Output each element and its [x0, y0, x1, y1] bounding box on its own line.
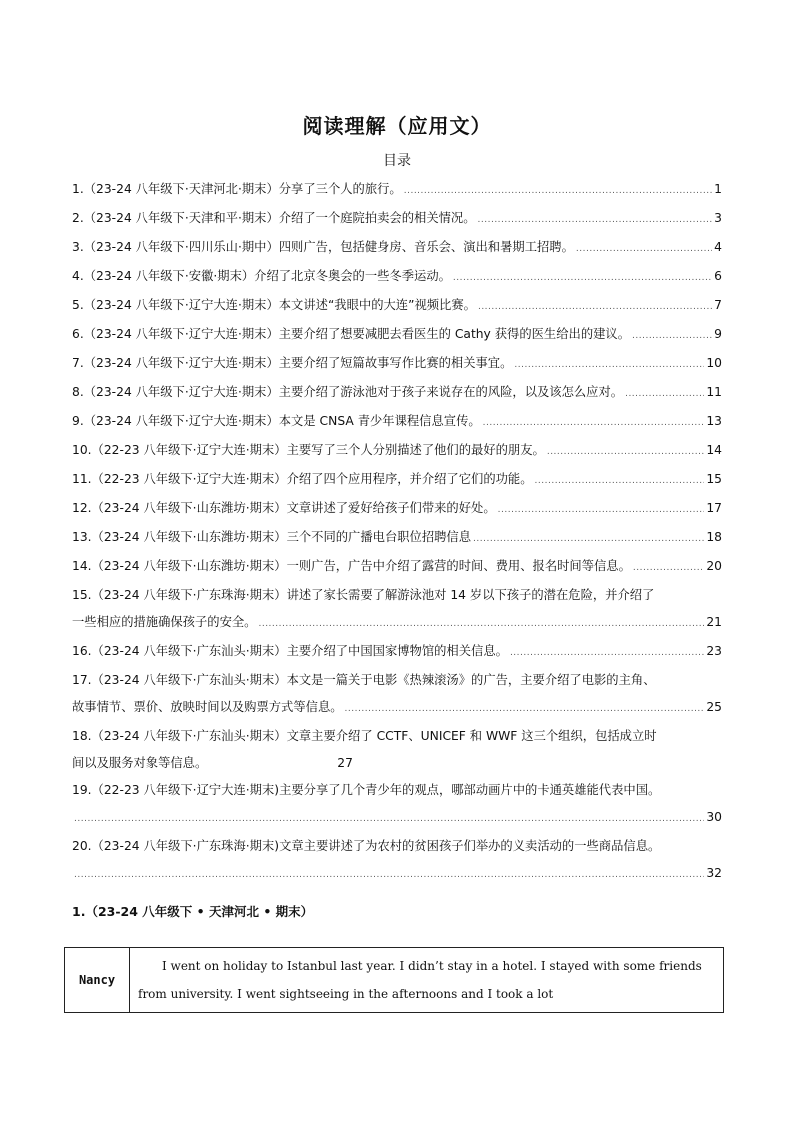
toc-page-number: 4: [714, 240, 722, 254]
dot-leader: [258, 611, 704, 638]
toc-entry-text: 10.（22-23 八年级下·辽宁大连·期末）主要写了三个人分别描述了他们的最好的朋友。: [72, 443, 545, 457]
toc-entry-text: 9.（23-24 八年级下·辽宁大连·期末）本文是 CNSA 青少年课程信息宣传。: [72, 414, 481, 428]
toc-page-number: 11: [706, 385, 722, 399]
toc-entry[interactable]: [72, 234, 722, 263]
dot-leader: [510, 640, 704, 667]
toc-entry[interactable]: [72, 524, 722, 553]
dot-leader: [453, 265, 712, 292]
dot-leader: [625, 381, 704, 408]
toc-entry[interactable]: [72, 495, 722, 524]
toc-entry-text: 14.（23-24 八年级下·山东潍坊·期末）一则广告，广告中介绍了露营的时间、费用、报名时间等信息。: [72, 559, 631, 573]
toc-entry[interactable]: [72, 292, 722, 321]
dot-leader: [478, 207, 713, 234]
toc-page-number: 10: [706, 356, 722, 370]
passage-table: [64, 947, 724, 1013]
toc-entry[interactable]: [72, 553, 722, 582]
dot-leader: [478, 294, 712, 321]
toc-entry-text: 20.（23-24 八年级下·广东珠海·期末)文章主要讲述了为农村的贫困孩子们举办的义卖活动的一些商品信息。: [72, 839, 661, 853]
toc-entry[interactable]: [72, 176, 722, 205]
toc-entry-text: 2.（23-24 八年级下·天津和平·期末）介绍了一个庭院拍卖会的相关情况。: [72, 211, 476, 225]
dot-leader: [345, 696, 705, 723]
toc-page-number: 17: [706, 501, 722, 515]
toc-entry-text: 4.（23-24 八年级下·安徽·期末）介绍了北京冬奥会的一些冬季运动。: [72, 269, 451, 283]
toc-page-number: 27: [337, 756, 353, 770]
toc-page-number: 9: [714, 327, 722, 341]
toc-entry-text: 16.（23-24 八年级下·广东汕头·期末）主要介绍了中国国家博物馆的相关信息。: [72, 644, 508, 658]
dot-leader: [404, 178, 712, 205]
toc-page-number: 32: [706, 866, 722, 880]
question-heading: 1.（23-24 八年级下 • 天津河北 • 期末）: [72, 904, 314, 919]
dot-leader: [483, 410, 705, 437]
dot-leader: [74, 806, 704, 833]
table-of-contents: [72, 176, 722, 889]
toc-page-number: 23: [706, 644, 722, 658]
toc-page-number: 14: [706, 443, 722, 457]
toc-entry[interactable]: [72, 466, 722, 495]
table-row: [65, 948, 724, 1013]
toc-entry[interactable]: [72, 723, 722, 777]
toc-entry-text-continued: 间以及服务对象等信息。: [72, 756, 208, 770]
toc-entry-text: 1.（23-24 八年级下·天津河北·期末）分享了三个人的旅行。: [72, 182, 402, 196]
toc-entry[interactable]: [72, 638, 722, 667]
toc-entry-text: 5.（23-24 八年级下·辽宁大连·期末）本文讲述“我眼中的大连”视频比赛。: [72, 298, 476, 312]
dot-leader: [535, 468, 705, 495]
toc-page-number: 21: [706, 615, 722, 629]
dot-leader: [473, 526, 704, 553]
toc-page-number: 7: [714, 298, 722, 312]
toc-page-number: 20: [706, 559, 722, 573]
toc-entry-text: 8.（23-24 八年级下·辽宁大连·期末）主要介绍了游泳池对于孩子来说存在的风险，以及该怎么应对。: [72, 385, 624, 399]
toc-entry-text: 17.（23-24 八年级下·广东汕头·期末）本文是一篇关于电影《热辣滚汤》的广告，主要介绍了电影的主角、: [72, 673, 656, 687]
toc-entry[interactable]: [72, 582, 722, 638]
toc-page-number: 6: [714, 269, 722, 283]
dot-leader: [632, 323, 712, 350]
toc-entry[interactable]: [72, 379, 722, 408]
toc-page-number: 30: [706, 810, 722, 824]
passage-text: I went on holiday to Istanbul last year. I didn’t stay in a hotel. I stayed with some friends from university. I went sightseeing in the afternoons and I took a lot: [130, 948, 724, 1013]
toc-entry[interactable]: [72, 833, 722, 889]
speaker-name: Nancy: [65, 948, 130, 1013]
dot-leader: [74, 862, 704, 889]
toc-entry[interactable]: [72, 408, 722, 437]
toc-page-number: 1: [714, 182, 722, 196]
toc-entry[interactable]: [72, 205, 722, 234]
toc-page-number: 18: [706, 530, 722, 544]
toc-entry[interactable]: [72, 350, 722, 379]
toc-entry[interactable]: [72, 437, 722, 466]
toc-page-number: 3: [714, 211, 722, 225]
toc-entry-text: 7.（23-24 八年级下·辽宁大连·期末）主要介绍了短篇故事写作比赛的相关事宜。: [72, 356, 513, 370]
toc-entry[interactable]: [72, 777, 722, 833]
toc-entry-text-continued: 故事情节、票价、放映时间以及购票方式等信息。: [72, 700, 343, 714]
toc-entry-text: 15.（23-24 八年级下·广东珠海·期末）讲述了家长需要了解游泳池对 14 岁以下孩子的潜在危险，并介绍了: [72, 588, 655, 602]
toc-entry-text: 12.（23-24 八年级下·山东潍坊·期末）文章讲述了爱好给孩子们带来的好处。: [72, 501, 496, 515]
dot-leader: [576, 236, 712, 263]
dot-leader: [547, 439, 705, 466]
toc-entry-text: 19.（22-23 八年级下·辽宁大连·期末)主要分享了几个青少年的观点，哪部动画片中的卡通英雄能代表中国。: [72, 783, 661, 797]
toc-entry[interactable]: [72, 321, 722, 350]
toc-entry[interactable]: [72, 667, 722, 723]
toc-page-number: 25: [706, 700, 722, 714]
toc-entry[interactable]: [72, 263, 722, 292]
toc-heading: 目录: [383, 153, 411, 169]
toc-entry-text: 13.（23-24 八年级下·山东潍坊·期末）三个不同的广播电台职位招聘信息: [72, 530, 472, 544]
toc-page-number: 13: [706, 414, 722, 428]
toc-entry-text: 18.（23-24 八年级下·广东汕头·期末）文章主要介绍了 CCTF、UNICEF 和 WWF 这三个组织，包括成立时: [72, 729, 657, 743]
dot-leader: [498, 497, 705, 524]
dot-leader: [514, 352, 704, 379]
toc-entry-text: 6.（23-24 八年级下·辽宁大连·期末）主要介绍了想要减肥去看医生的 Cathy 获得的医生给出的建议。: [72, 327, 631, 341]
toc-entry-text: 3.（23-24 八年级下·四川乐山·期中）四则广告，包括健身房、音乐会、演出和暑期工招聘。: [72, 240, 574, 254]
document-title: 阅读理解（应用文）: [302, 114, 492, 138]
toc-entry-text-continued: 一些相应的措施确保孩子的安全。: [72, 615, 257, 629]
toc-entry-text: 11.（22-23 八年级下·辽宁大连·期末）介绍了四个应用程序，并介绍了它们的功能。: [72, 472, 533, 486]
dot-leader: [633, 555, 704, 582]
toc-page-number: 15: [706, 472, 722, 486]
